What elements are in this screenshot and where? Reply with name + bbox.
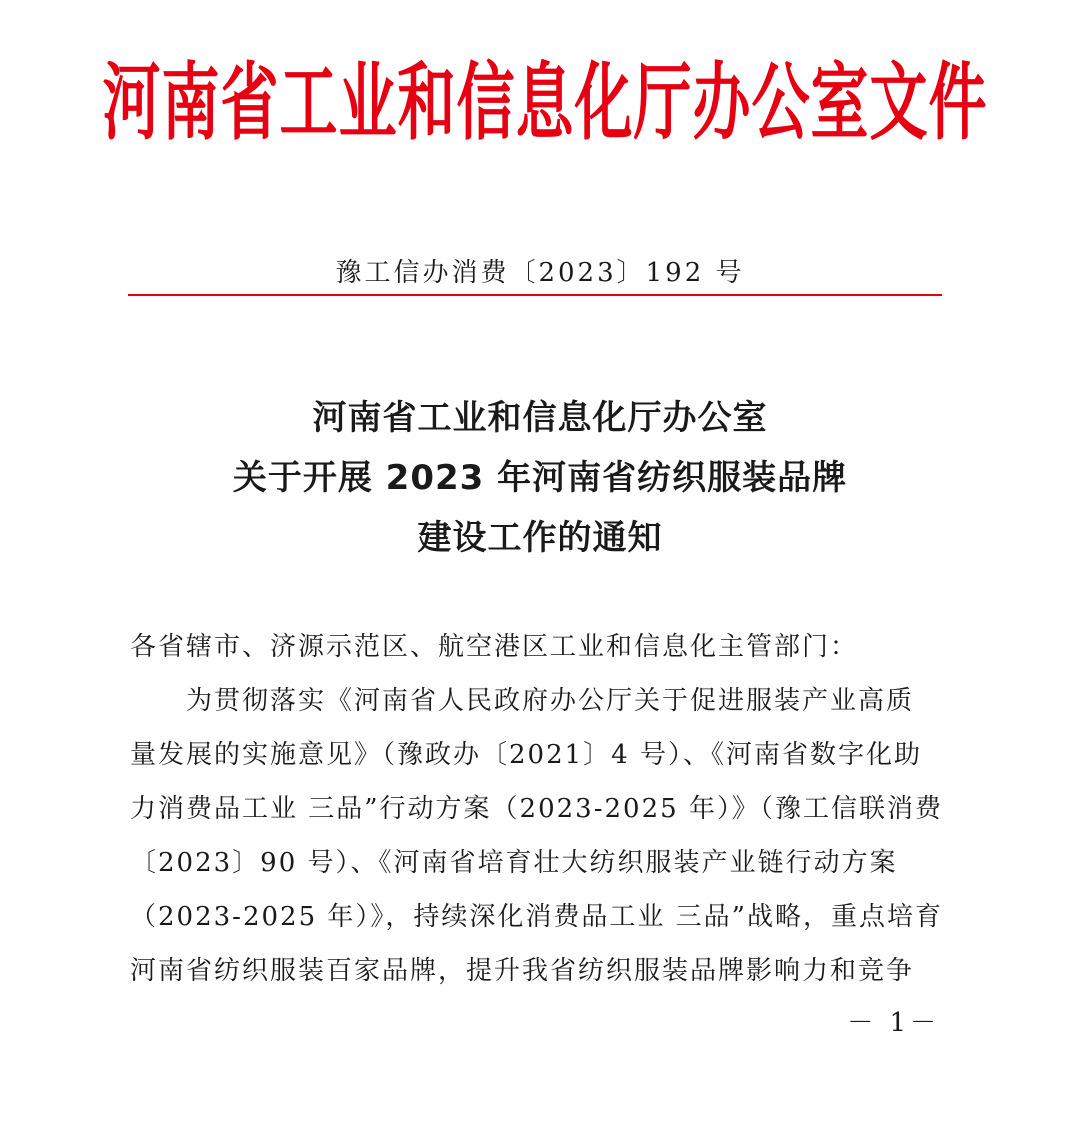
body-line: （2023-2025 年）》，持续深化消费品工业 三品”战略，重点培育 [130,902,943,932]
salutation-line: 各省辖市、济源示范区、航空港区工业和信息化主管部门： [130,632,859,662]
title-line: 建设工作的通知 [417,518,663,558]
title-line: 关于开展 2023 年河南省纺织服装品牌 [232,458,848,498]
body-line: 量发展的实施意见》（豫政办〔2021〕4 号）、《河南省数字化助 [130,740,922,770]
document-number: 豫工信办消费〔2023〕192 号 [335,258,745,288]
body-line: 力消费品工业 三品”行动方案（2023-2025 年）》（豫工信联消费 [130,794,943,824]
letterhead [102,40,988,152]
body-line: 为贯彻落实《河南省人民政府办公厅关于促进服装产业高质 [186,686,915,716]
letterhead-title: 河南省工业和信息化厅办公室文件 [102,52,988,152]
red-separator-line [128,294,942,296]
title-line: 河南省工业和信息化厅办公室 [312,398,768,438]
body-line: 河南省纺织服装百家品牌，提升我省纺织服装品牌影响力和竞争 [130,956,915,986]
notice-body [130,620,950,998]
page-number: － 1－ [847,1008,940,1038]
body-line: 〔2023〕90 号）、《河南省培育壮大纺织服装产业链行动方案 [130,848,898,878]
notice-title [0,388,1080,568]
